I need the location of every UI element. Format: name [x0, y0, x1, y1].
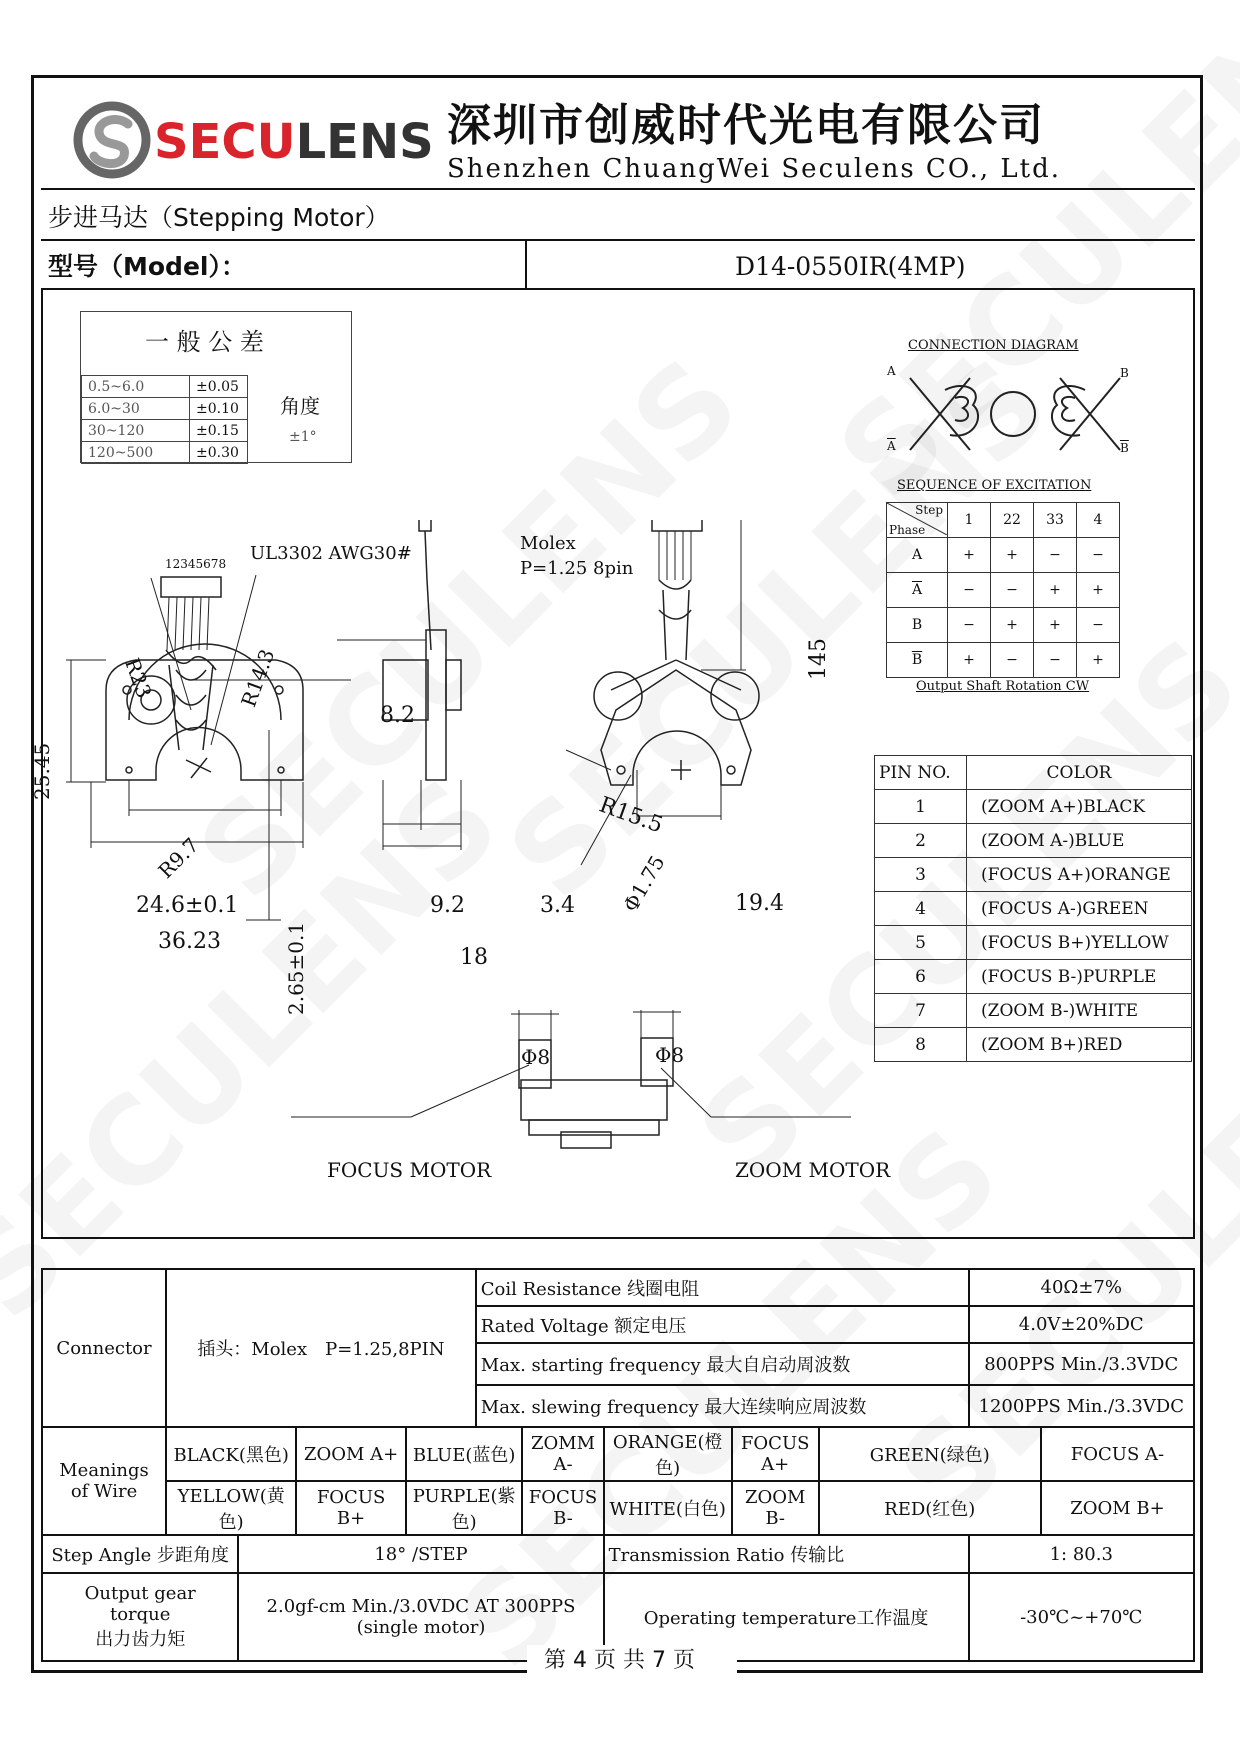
- step-header: 33: [1034, 503, 1077, 538]
- torque-label-line1: Output gear: [84, 1583, 196, 1604]
- torque-label-line2: torque: [109, 1604, 171, 1625]
- transmission-ratio-label: Transmission Ratio 传输比: [604, 1535, 969, 1573]
- connection-diagram: [885, 360, 1145, 460]
- wire-meaning-label: [42, 1427, 166, 1535]
- pin-number-row: 12345678: [165, 557, 227, 571]
- pin-header-no: PIN NO.: [875, 756, 967, 790]
- rated-voltage-label: Rated Voltage 额定电压: [476, 1306, 969, 1343]
- wire-function: ZOOM B-: [732, 1481, 819, 1535]
- dim-36-23: 36.23: [158, 929, 221, 954]
- molex-pitch: P=1.25 8pin: [520, 558, 634, 579]
- step-angle-label: Step Angle 步距角度: [42, 1535, 238, 1573]
- cable-spec: UL3302 AWG30#: [250, 543, 412, 564]
- sequence-cell: −: [1077, 538, 1120, 573]
- wire-color: PURPLE(紫色): [406, 1481, 523, 1535]
- dim-19-4: 19.4: [735, 891, 784, 916]
- tol-value: ±0.15: [190, 420, 248, 442]
- pin-color: (ZOOM A-)BLUE: [967, 824, 1192, 858]
- connection-diagram-title: CONNECTION DIAGRAM: [908, 338, 1079, 353]
- wire-color: WHITE(白色): [604, 1481, 732, 1535]
- pin-color: (FOCUS B-)PURPLE: [967, 960, 1192, 994]
- dim-phi8-zoom: Φ8: [655, 1043, 685, 1067]
- pin-color: (ZOOM A+)BLACK: [967, 790, 1192, 824]
- torque-value-line2: (single motor): [356, 1617, 486, 1638]
- wire-color: BLUE(蓝色): [406, 1427, 523, 1481]
- dim-r15-5: R15.5: [595, 792, 667, 839]
- coil-resistance-value: 40Ω±7%: [969, 1269, 1195, 1306]
- wire-a: A: [887, 364, 896, 378]
- wire-b-bar: $\overline{B}$: [1120, 441, 1129, 455]
- pin-header-color: COLOR: [967, 756, 1192, 790]
- sequence-footer: Output Shaft Rotation CW: [916, 679, 1090, 694]
- dim-25-45: 25.45: [30, 742, 54, 800]
- tol-range: 30~120: [82, 420, 190, 442]
- model-value: D14-0550IR(4MP): [735, 252, 966, 281]
- dim-9-2: 9.2: [430, 893, 465, 918]
- spec-table: [41, 1268, 1195, 1662]
- angle-tolerance: ±1°: [289, 429, 317, 445]
- sequence-cell: +: [948, 643, 991, 678]
- tol-range: 6.0~30: [82, 398, 190, 420]
- product-title: 步进马达（Stepping Motor）: [48, 203, 390, 232]
- slewing-frequency-value: 1200PPS Min./3.3VDC: [969, 1385, 1195, 1427]
- operating-temperature-value: -30℃~+70℃: [969, 1573, 1195, 1661]
- sequence-cell: −: [1034, 538, 1077, 573]
- wire-color: BLACK(黑色): [166, 1427, 296, 1481]
- connector-value: 插头：Molex P=1.25,8PIN: [166, 1269, 476, 1427]
- starting-frequency-value: 800PPS Min./3.3VDC: [969, 1343, 1195, 1385]
- coil-resistance-label: Coil Resistance 线圈电阻: [476, 1269, 969, 1306]
- tol-range: 0.5~6.0: [82, 376, 190, 398]
- company-name-cn: 深圳市创威时代光电有限公司: [447, 100, 1045, 151]
- wire-function: ZOOM A+: [296, 1427, 406, 1481]
- sequence-cell: −: [948, 573, 991, 608]
- torque-value-line1: 2.0gf-cm Min./3.0VDC AT 300PPS: [266, 1596, 576, 1617]
- step-header: 22: [991, 503, 1034, 538]
- step-angle-value: 18° /STEP: [238, 1535, 603, 1573]
- tol-value: ±0.30: [190, 442, 248, 464]
- pin-no: 8: [875, 1028, 967, 1062]
- pin-color: (FOCUS A+)ORANGE: [967, 858, 1192, 892]
- pin-no: 1: [875, 790, 967, 824]
- company-logo: [72, 100, 434, 180]
- pin-color: (FOCUS A-)GREEN: [967, 892, 1192, 926]
- rated-voltage-value: 4.0V±20%DC: [969, 1306, 1195, 1343]
- wire-function: ZOMM A-: [522, 1427, 603, 1481]
- tol-value: ±0.05: [190, 376, 248, 398]
- wire-a-bar: $\overline{A}$: [887, 439, 896, 453]
- phase-label: $\overline{A}$: [887, 573, 948, 608]
- dim-24-6: 24.6±0.1: [136, 893, 239, 918]
- company-name-en: Shenzhen ChuangWei Seculens CO., Ltd.: [447, 154, 1062, 184]
- angle-label: 角度: [280, 394, 320, 418]
- tol-value: ±0.10: [190, 398, 248, 420]
- focus-motor-label: FOCUS MOTOR: [327, 1158, 492, 1182]
- sequence-cell: +: [1034, 608, 1077, 643]
- pin-no: 2: [875, 824, 967, 858]
- corner-phase: Phase: [889, 523, 926, 537]
- sequence-cell: −: [948, 608, 991, 643]
- wire-function: FOCUS A+: [732, 1427, 819, 1481]
- connector-label: Connector: [42, 1269, 166, 1427]
- wire-meaning-line2: of Wire: [70, 1481, 138, 1502]
- brand-dark: LENS: [295, 114, 434, 170]
- dim-8-2: 8.2: [380, 703, 415, 728]
- tol-range: 120~500: [82, 442, 190, 464]
- phase-label: $\overline{B}$: [887, 643, 948, 678]
- pin-no: 5: [875, 926, 967, 960]
- molex-label: Molex: [520, 533, 576, 554]
- dim-r14-3: R14.3: [236, 645, 280, 711]
- operating-temperature-label: Operating temperature工作温度: [604, 1573, 969, 1661]
- brand-red: SECU: [154, 114, 296, 170]
- pin-color: (FOCUS B+)YELLOW: [967, 926, 1192, 960]
- phase-label: A: [887, 538, 948, 573]
- wire-color: RED(红色): [819, 1481, 1041, 1535]
- wire-function: ZOOM B+: [1041, 1481, 1194, 1535]
- pin-no: 3: [875, 858, 967, 892]
- pin-no: 6: [875, 960, 967, 994]
- sequence-cell: +: [991, 608, 1034, 643]
- sequence-title: SEQUENCE OF EXCITATION: [897, 478, 1092, 493]
- sequence-table: [886, 502, 1120, 678]
- pin-table: [874, 755, 1192, 1062]
- wire-color: YELLOW(黄色): [166, 1481, 296, 1535]
- sequence-cell: +: [1077, 643, 1120, 678]
- tolerance-table: [80, 311, 352, 463]
- wire-function: FOCUS B+: [296, 1481, 406, 1535]
- logo-swirl-icon: [72, 100, 152, 180]
- slewing-frequency-label: Max. slewing frequency 最大连续响应周波数: [476, 1385, 969, 1427]
- starting-frequency-label: Max. starting frequency 最大自启动周波数: [476, 1343, 969, 1385]
- wire-function: FOCUS B-: [522, 1481, 603, 1535]
- dim-phi1-75: Φ1.75: [618, 851, 670, 916]
- dim-18: 18: [460, 945, 488, 970]
- pin-color: (ZOOM B-)WHITE: [967, 994, 1192, 1028]
- dim-2-65: 2.65±0.1: [284, 921, 308, 1015]
- sequence-cell: −: [1077, 608, 1120, 643]
- model-label: 型号（Model）：: [48, 252, 246, 281]
- step-header: 4: [1077, 503, 1120, 538]
- page-number: 第 4 页 共 7 页: [544, 1648, 695, 1673]
- wire-b: B: [1120, 366, 1129, 380]
- dim-145: 145: [806, 638, 831, 680]
- pin-no: 7: [875, 994, 967, 1028]
- phase-label: B: [887, 608, 948, 643]
- sequence-cell: +: [948, 538, 991, 573]
- tolerance-title: 一 般 公 差: [145, 328, 264, 356]
- output-torque-label: [42, 1573, 238, 1661]
- wire-function: FOCUS A-: [1041, 1427, 1194, 1481]
- dim-r23: R23: [120, 654, 157, 702]
- wire-color: GREEN(绿色): [819, 1427, 1041, 1481]
- zoom-motor-label: ZOOM MOTOR: [735, 1158, 891, 1182]
- torque-label-line3: 出力齿力矩: [95, 1629, 186, 1650]
- step-header: 1: [948, 503, 991, 538]
- corner-step: Step: [915, 503, 943, 517]
- dim-r9-7: R9.7: [153, 832, 204, 884]
- sequence-cell: +: [991, 538, 1034, 573]
- wire-meaning-line1: Meanings: [59, 1460, 149, 1481]
- sequence-cell: +: [1077, 573, 1120, 608]
- sequence-cell: −: [1034, 643, 1077, 678]
- sequence-cell: +: [1034, 573, 1077, 608]
- pin-no: 4: [875, 892, 967, 926]
- wire-color: ORANGE(橙色): [604, 1427, 732, 1481]
- dim-3-4: 3.4: [540, 893, 575, 918]
- sequence-cell: −: [991, 573, 1034, 608]
- transmission-ratio-value: 1: 80.3: [969, 1535, 1195, 1573]
- pin-color: (ZOOM B+)RED: [967, 1028, 1192, 1062]
- sequence-cell: −: [991, 643, 1034, 678]
- dim-phi8-focus: Φ8: [521, 1045, 551, 1069]
